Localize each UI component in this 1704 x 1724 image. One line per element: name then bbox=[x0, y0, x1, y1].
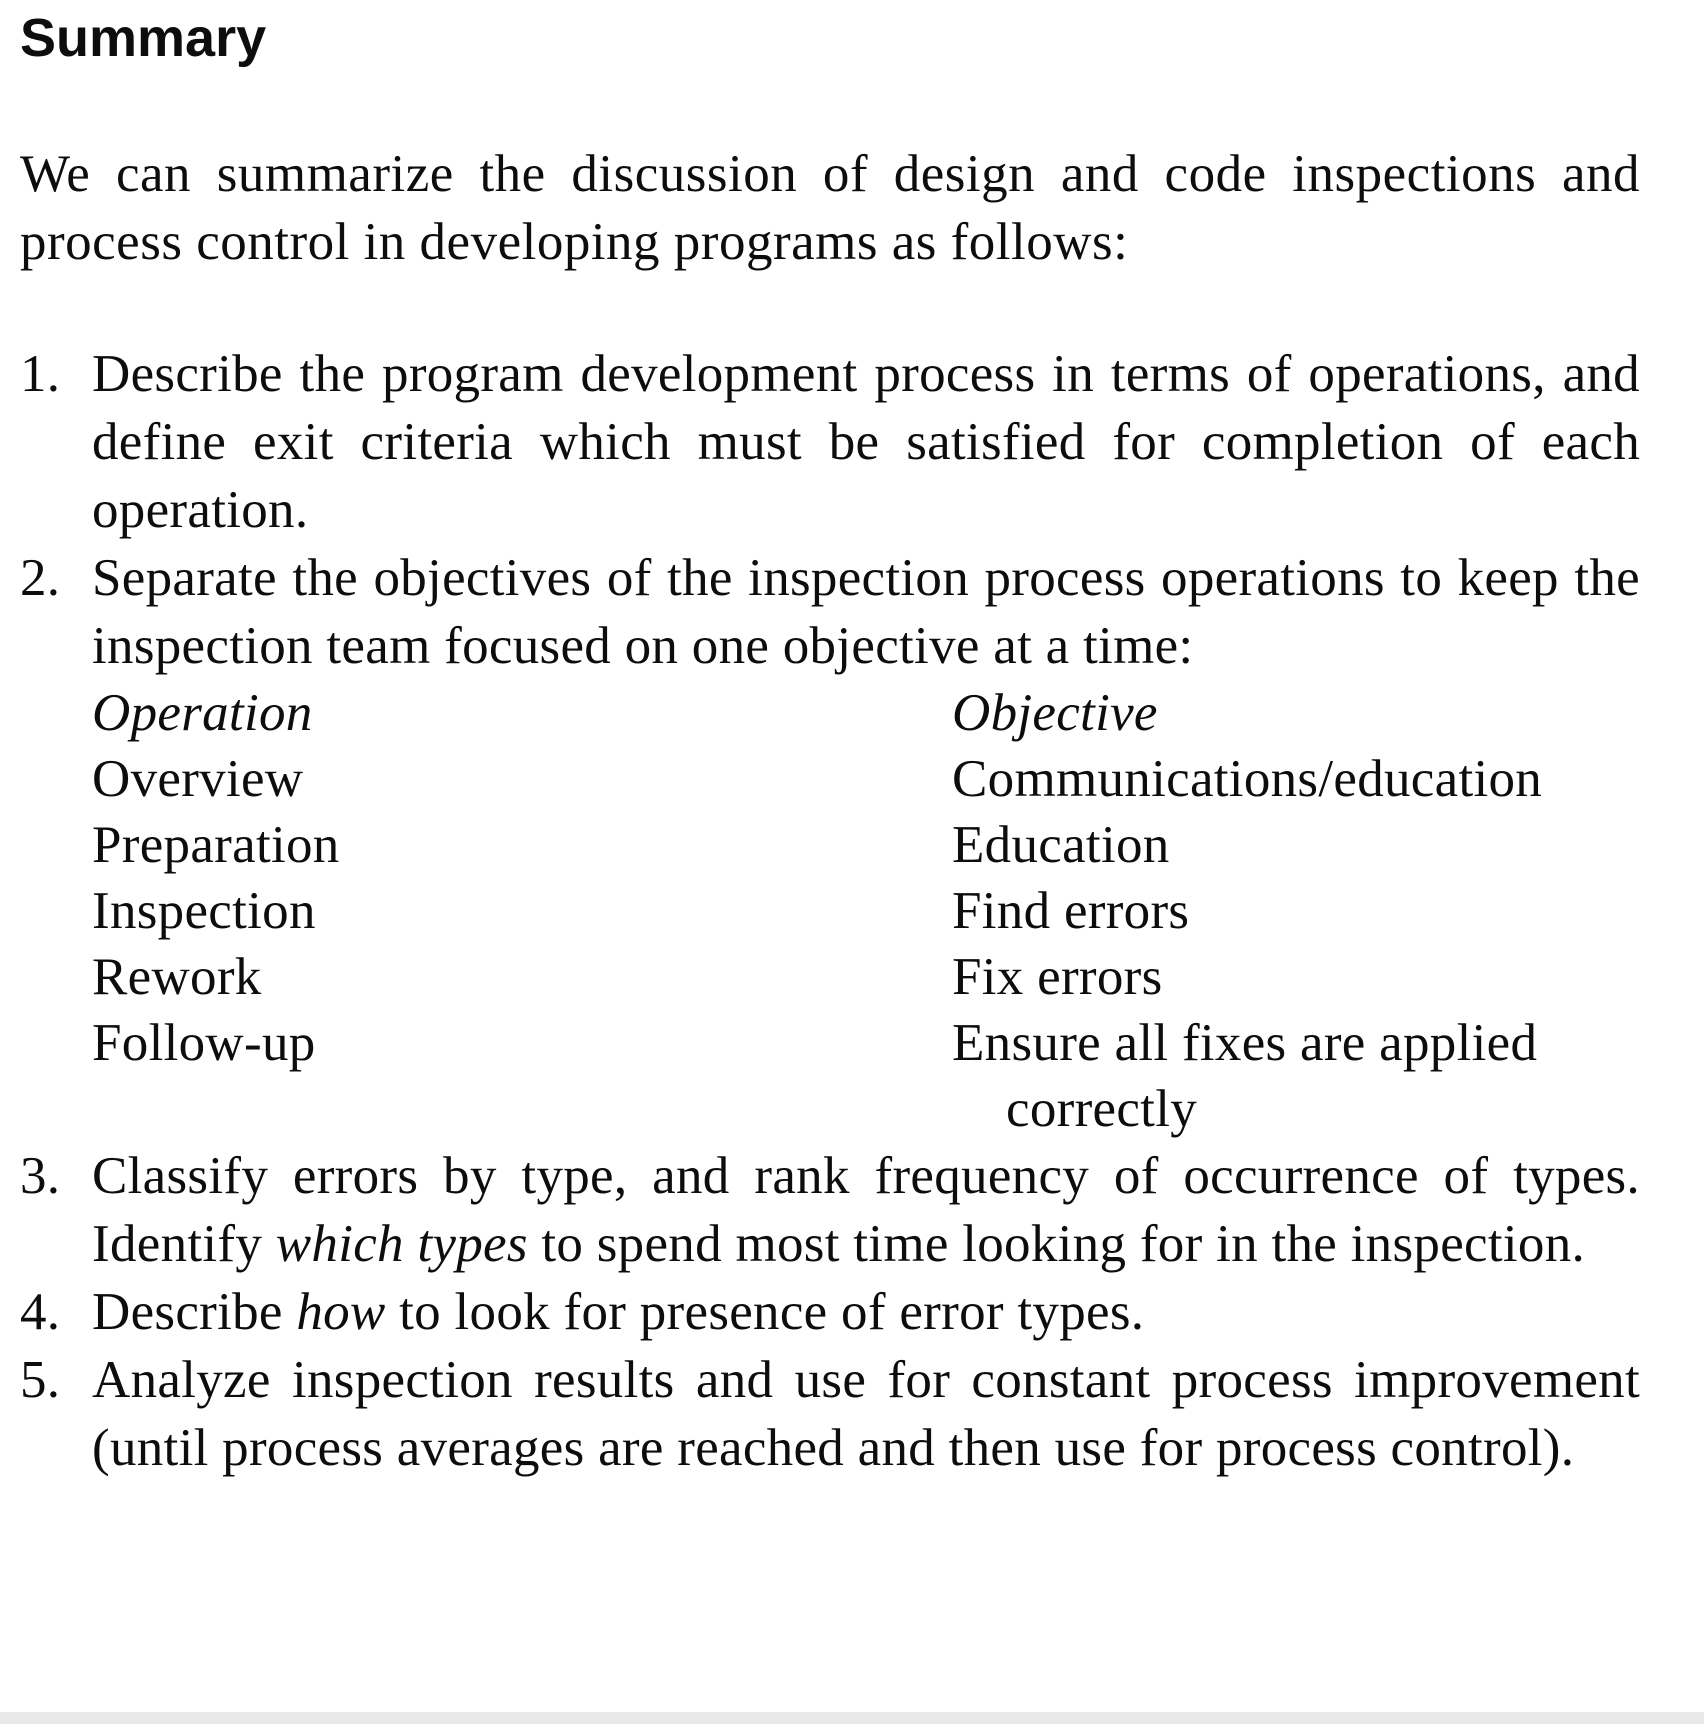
objective-cell: Education bbox=[952, 816, 1170, 874]
column-header-objective: Objective bbox=[952, 684, 1158, 742]
table-header-row bbox=[92, 680, 1640, 746]
item-number: 1. bbox=[20, 345, 61, 403]
operations-table bbox=[92, 680, 1640, 1142]
list-item bbox=[20, 1142, 1640, 1278]
emphasized-text: how bbox=[296, 1283, 386, 1341]
item-number: 2. bbox=[20, 549, 61, 607]
item-text: Describe the program development process in terms of operations, and define exit criteria which must be satisfied for completion of each operation. bbox=[92, 345, 1640, 539]
list-item bbox=[20, 1278, 1640, 1346]
table-row bbox=[92, 878, 1640, 944]
summary-list bbox=[20, 340, 1640, 1482]
objective-cell: Fix errors bbox=[952, 948, 1163, 1006]
list-item bbox=[20, 340, 1640, 544]
section-heading: Summary bbox=[20, 8, 267, 68]
item-number: 4. bbox=[20, 1283, 61, 1341]
table-row bbox=[92, 1010, 1640, 1142]
objective-text: Ensure all fixes are applied bbox=[952, 1014, 1538, 1072]
table-row bbox=[92, 746, 1640, 812]
objective-cell: Communications/education bbox=[952, 750, 1543, 808]
list-item bbox=[20, 544, 1640, 1142]
objective-cell: Find errors bbox=[952, 882, 1190, 940]
item-text-end: to spend most time looking for in the inspection. bbox=[541, 1215, 1586, 1273]
intro-paragraph: We can summarize the discussion of design and code inspections and process control in developing programs as follows: bbox=[20, 145, 1640, 271]
operation-cell: Follow-up bbox=[92, 1014, 316, 1072]
item-text-start: Classify errors by type, and rank frequency of occurrence of types. Identify bbox=[92, 1147, 1640, 1273]
operation-cell: Overview bbox=[92, 750, 304, 808]
objective-cell bbox=[952, 1010, 1640, 1142]
operation-cell: Rework bbox=[92, 948, 262, 1006]
table-row bbox=[92, 944, 1640, 1010]
emphasized-text: which types bbox=[275, 1215, 528, 1273]
item-text-start: Describe bbox=[92, 1283, 283, 1341]
table-row bbox=[92, 812, 1640, 878]
scan-edge bbox=[0, 1712, 1704, 1724]
item-number: 3. bbox=[20, 1147, 61, 1205]
operation-cell: Preparation bbox=[92, 816, 340, 874]
item-text: Separate the objectives of the inspection process operations to keep the inspection team focused on one objective at a time: bbox=[92, 549, 1640, 675]
item-number: 5. bbox=[20, 1351, 61, 1409]
list-item bbox=[20, 1346, 1640, 1482]
objective-continuation: correctly bbox=[1006, 1080, 1198, 1138]
operation-cell: Inspection bbox=[92, 882, 316, 940]
column-header-operation: Operation bbox=[92, 684, 313, 742]
item-text-end: to look for presence of error types. bbox=[399, 1283, 1145, 1341]
item-text: Analyze inspection results and use for constant process improvement (until process averages are reached and then use for process control). bbox=[92, 1351, 1640, 1477]
